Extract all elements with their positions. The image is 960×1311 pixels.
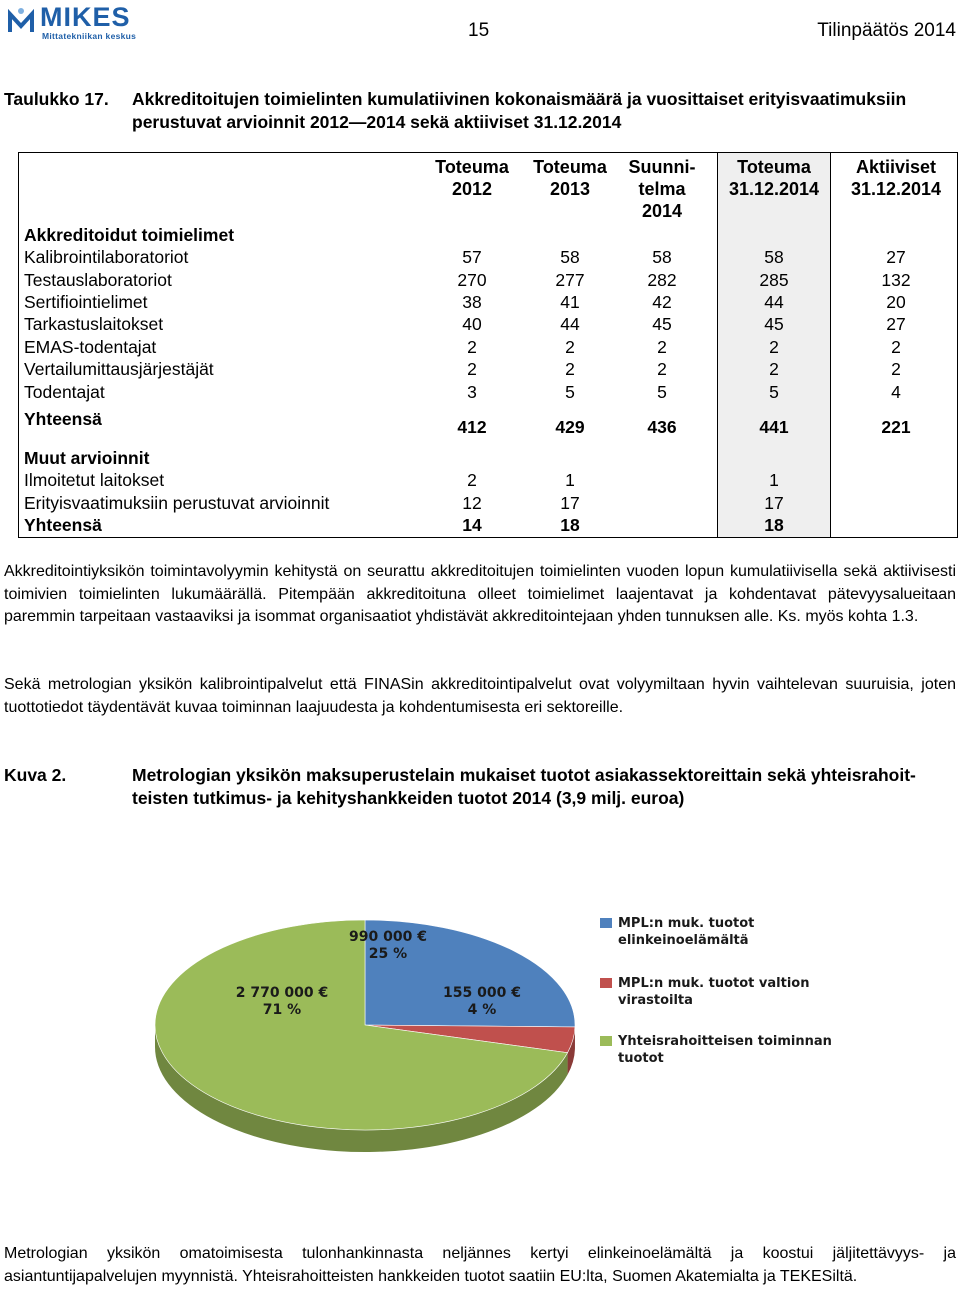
- table-cell: 58: [560, 247, 580, 267]
- section-title: Muut arvioinnit: [24, 448, 150, 468]
- table-cell: 57: [462, 247, 482, 267]
- table-cell: 2: [891, 359, 901, 379]
- pie-percent-label: 25 %: [368, 946, 408, 962]
- pie-value-label: 990 000 €: [349, 929, 427, 945]
- figure-caption-label: Kuva 2.: [4, 765, 67, 785]
- figure-caption-line1: Metrologian yksikön maksuperustelain mukaiset tuotot asiakassektoreittain sekä yhteisrahoit-: [132, 765, 916, 785]
- table-cell: 3: [467, 382, 477, 402]
- table-cell: 45: [652, 314, 672, 334]
- table-cell: 2: [769, 359, 779, 379]
- figure-caption-line2: teisten tutkimus- ja kehityshankkeiden tuotot 2014 (3,9 milj. euroa): [132, 788, 685, 808]
- table-cell: 58: [652, 247, 672, 267]
- table-cell: 1: [565, 470, 575, 490]
- table-cell: 436: [647, 417, 677, 437]
- column-header-line: Toteuma: [435, 157, 509, 177]
- document-title: Tilinpäätös 2014: [817, 20, 956, 41]
- table-cell: 4: [891, 382, 901, 402]
- total-label: Yhteensä: [24, 409, 102, 429]
- table-row-label: Ilmoitetut laitokset: [24, 470, 165, 490]
- table-row-label: Kalibrointilaboratoriot: [24, 247, 189, 267]
- table-cell: 41: [560, 292, 580, 312]
- legend-label: virastoilta: [618, 993, 693, 1008]
- table-cell: 2: [769, 337, 779, 357]
- column-header-line: 2012: [451, 179, 493, 199]
- legend-label: elinkeinoelämältä: [618, 933, 749, 948]
- table-cell: 58: [764, 247, 784, 267]
- column-header-line: 31.12.2014: [850, 179, 942, 199]
- table-cell: 17: [764, 493, 784, 513]
- table-caption-line2: perustuvat arvioinnit 2012—2014 sekä aktiiviset 31.12.2014: [132, 112, 622, 132]
- table-cell: 132: [881, 270, 911, 290]
- logo-text: MIKES: [40, 2, 131, 32]
- table-row-label: Vertailumittausjärjestäjät: [24, 359, 214, 379]
- table-row-label: Todentajat: [24, 382, 105, 402]
- table-cell: 2: [467, 359, 477, 379]
- table-cell: 2: [565, 337, 575, 357]
- paragraph-3: Metrologian yksikön omatoimisesta tulonhankinnasta neljännes kertyi elinkeinoelämältä ja koostui jäljitettävyys- ja asiantuntijapalvelujen myynnistä. Yhteisrahoitteisten hankkeiden tuotot saatiin EU:lta, Suomen Akatemialta ja TEKESiltä.: [4, 1245, 956, 1285]
- table-cell: 2: [657, 359, 667, 379]
- table-cell: 44: [764, 292, 784, 312]
- legend-label: MPL:n muk. tuotot: [618, 916, 755, 931]
- column-header: [422, 156, 522, 200]
- total-label: Yhteensä: [24, 515, 102, 535]
- table-cell: 12: [462, 493, 482, 513]
- table-cell: 17: [560, 493, 580, 513]
- table-cell: 2: [891, 337, 901, 357]
- section-title: Akkreditoidut toimielimet: [24, 225, 235, 245]
- table-row-label: Tarkastuslaitokset: [24, 314, 164, 334]
- legend-swatch: [600, 978, 612, 988]
- table-cell: 14: [462, 515, 482, 535]
- table-cell: 221: [881, 417, 911, 437]
- table-caption-label: Taulukko 17.: [4, 89, 109, 109]
- column-header: [836, 156, 956, 200]
- pie-value-label: 2 770 000 €: [235, 985, 329, 1001]
- legend-label: tuotot: [618, 1051, 664, 1066]
- table-cell: 5: [657, 382, 667, 402]
- table-cell: 5: [565, 382, 575, 402]
- table-row-label: Testauslaboratoriot: [24, 270, 172, 290]
- column-header-line: Toteuma: [737, 157, 811, 177]
- legend-swatch: [600, 918, 612, 928]
- table-cell: 285: [759, 270, 789, 290]
- revenue-pie-chart: [140, 905, 860, 1235]
- table-cell: 45: [764, 314, 784, 334]
- mikes-logo: [6, 4, 146, 40]
- table-cell: 42: [652, 292, 672, 312]
- table-cell: 2: [565, 359, 575, 379]
- table-row-label: EMAS-todentajat: [24, 337, 157, 357]
- table-cell: 2: [467, 470, 477, 490]
- column-header: [612, 156, 712, 222]
- table-row-label: Sertifiointielimet: [24, 292, 148, 312]
- logo-subtitle: Mittatekniikan keskus: [42, 31, 137, 41]
- column-header: [520, 156, 620, 200]
- table-cell: 20: [886, 292, 906, 312]
- column-header-line: telma: [638, 179, 686, 199]
- column-header-line: 2014: [641, 201, 683, 221]
- table-cell: 429: [555, 417, 585, 437]
- table-cell: 282: [647, 270, 677, 290]
- table-cell: 1: [769, 470, 779, 490]
- paragraph-2: Sekä metrologian yksikön kalibrointipalvelut että FINASin akkreditointipalvelut ovat volyymiltaan hyvin vaihtelevan suuruisia, joten tuottotiedot täydentävät kuvaa toiminnan laajuudesta ja kohdentumisesta eri sektoreille.: [4, 676, 956, 716]
- column-header-line: Suunni-: [628, 157, 696, 177]
- table-caption-line1: Akkreditoitujen toimielinten kumulatiivinen kokonaismäärä ja vuosittaiset erityisvaatimuksiin: [132, 89, 907, 109]
- legend-label: MPL:n muk. tuotot valtion: [618, 976, 810, 991]
- table-cell: 5: [769, 382, 779, 402]
- table-cell: 27: [886, 247, 906, 267]
- table-cell: 44: [560, 314, 580, 334]
- paragraph-1: Akkreditointiyksikön toimintavolyymin kehitystä on seurattu akkreditoitujen toimielinten vuoden lopun kumulatiivisella sekä aktiivisesti toimivien toimielinten lukumäärällä. Pitempään akkreditoituna olleet toimielimet laajentavat ja kohdentavat pätevyysalueitaan paremmin tarpeitaan vastaaviksi ja isommat organisaatiot yhdistävät akkreditointejaan yhden tunnuksen alle. Ks. myös kohta 1.3.: [4, 563, 956, 625]
- table-cell: 277: [555, 270, 585, 290]
- pie-percent-label: 71 %: [262, 1002, 302, 1018]
- table-cell: 412: [457, 417, 487, 437]
- pie-percent-label: 4 %: [467, 1002, 497, 1018]
- table-cell: 38: [462, 292, 482, 312]
- table-cell: 441: [759, 417, 789, 437]
- table-cell: 18: [764, 515, 784, 535]
- legend-label: Yhteisrahoitteisen toiminnan: [618, 1034, 832, 1049]
- column-header-line: Aktiiviset: [855, 157, 937, 177]
- column-header-line: Toteuma: [533, 157, 607, 177]
- table-cell: 18: [560, 515, 580, 535]
- logo-mark-icon: [6, 6, 36, 36]
- column-header-line: 2013: [549, 179, 591, 199]
- column-header-line: 31.12.2014: [728, 179, 820, 199]
- table-cell: 40: [462, 314, 482, 334]
- table-cell: 2: [467, 337, 477, 357]
- page-number: 15: [468, 20, 490, 41]
- table-cell: 2: [657, 337, 667, 357]
- legend-swatch: [600, 1036, 612, 1046]
- column-header: [714, 156, 834, 200]
- pie-value-label: 155 000 €: [443, 985, 521, 1001]
- table-row-label: Erityisvaatimuksiin perustuvat arvioinnit: [24, 493, 330, 513]
- table-cell: 270: [457, 270, 487, 290]
- table-cell: 27: [886, 314, 906, 334]
